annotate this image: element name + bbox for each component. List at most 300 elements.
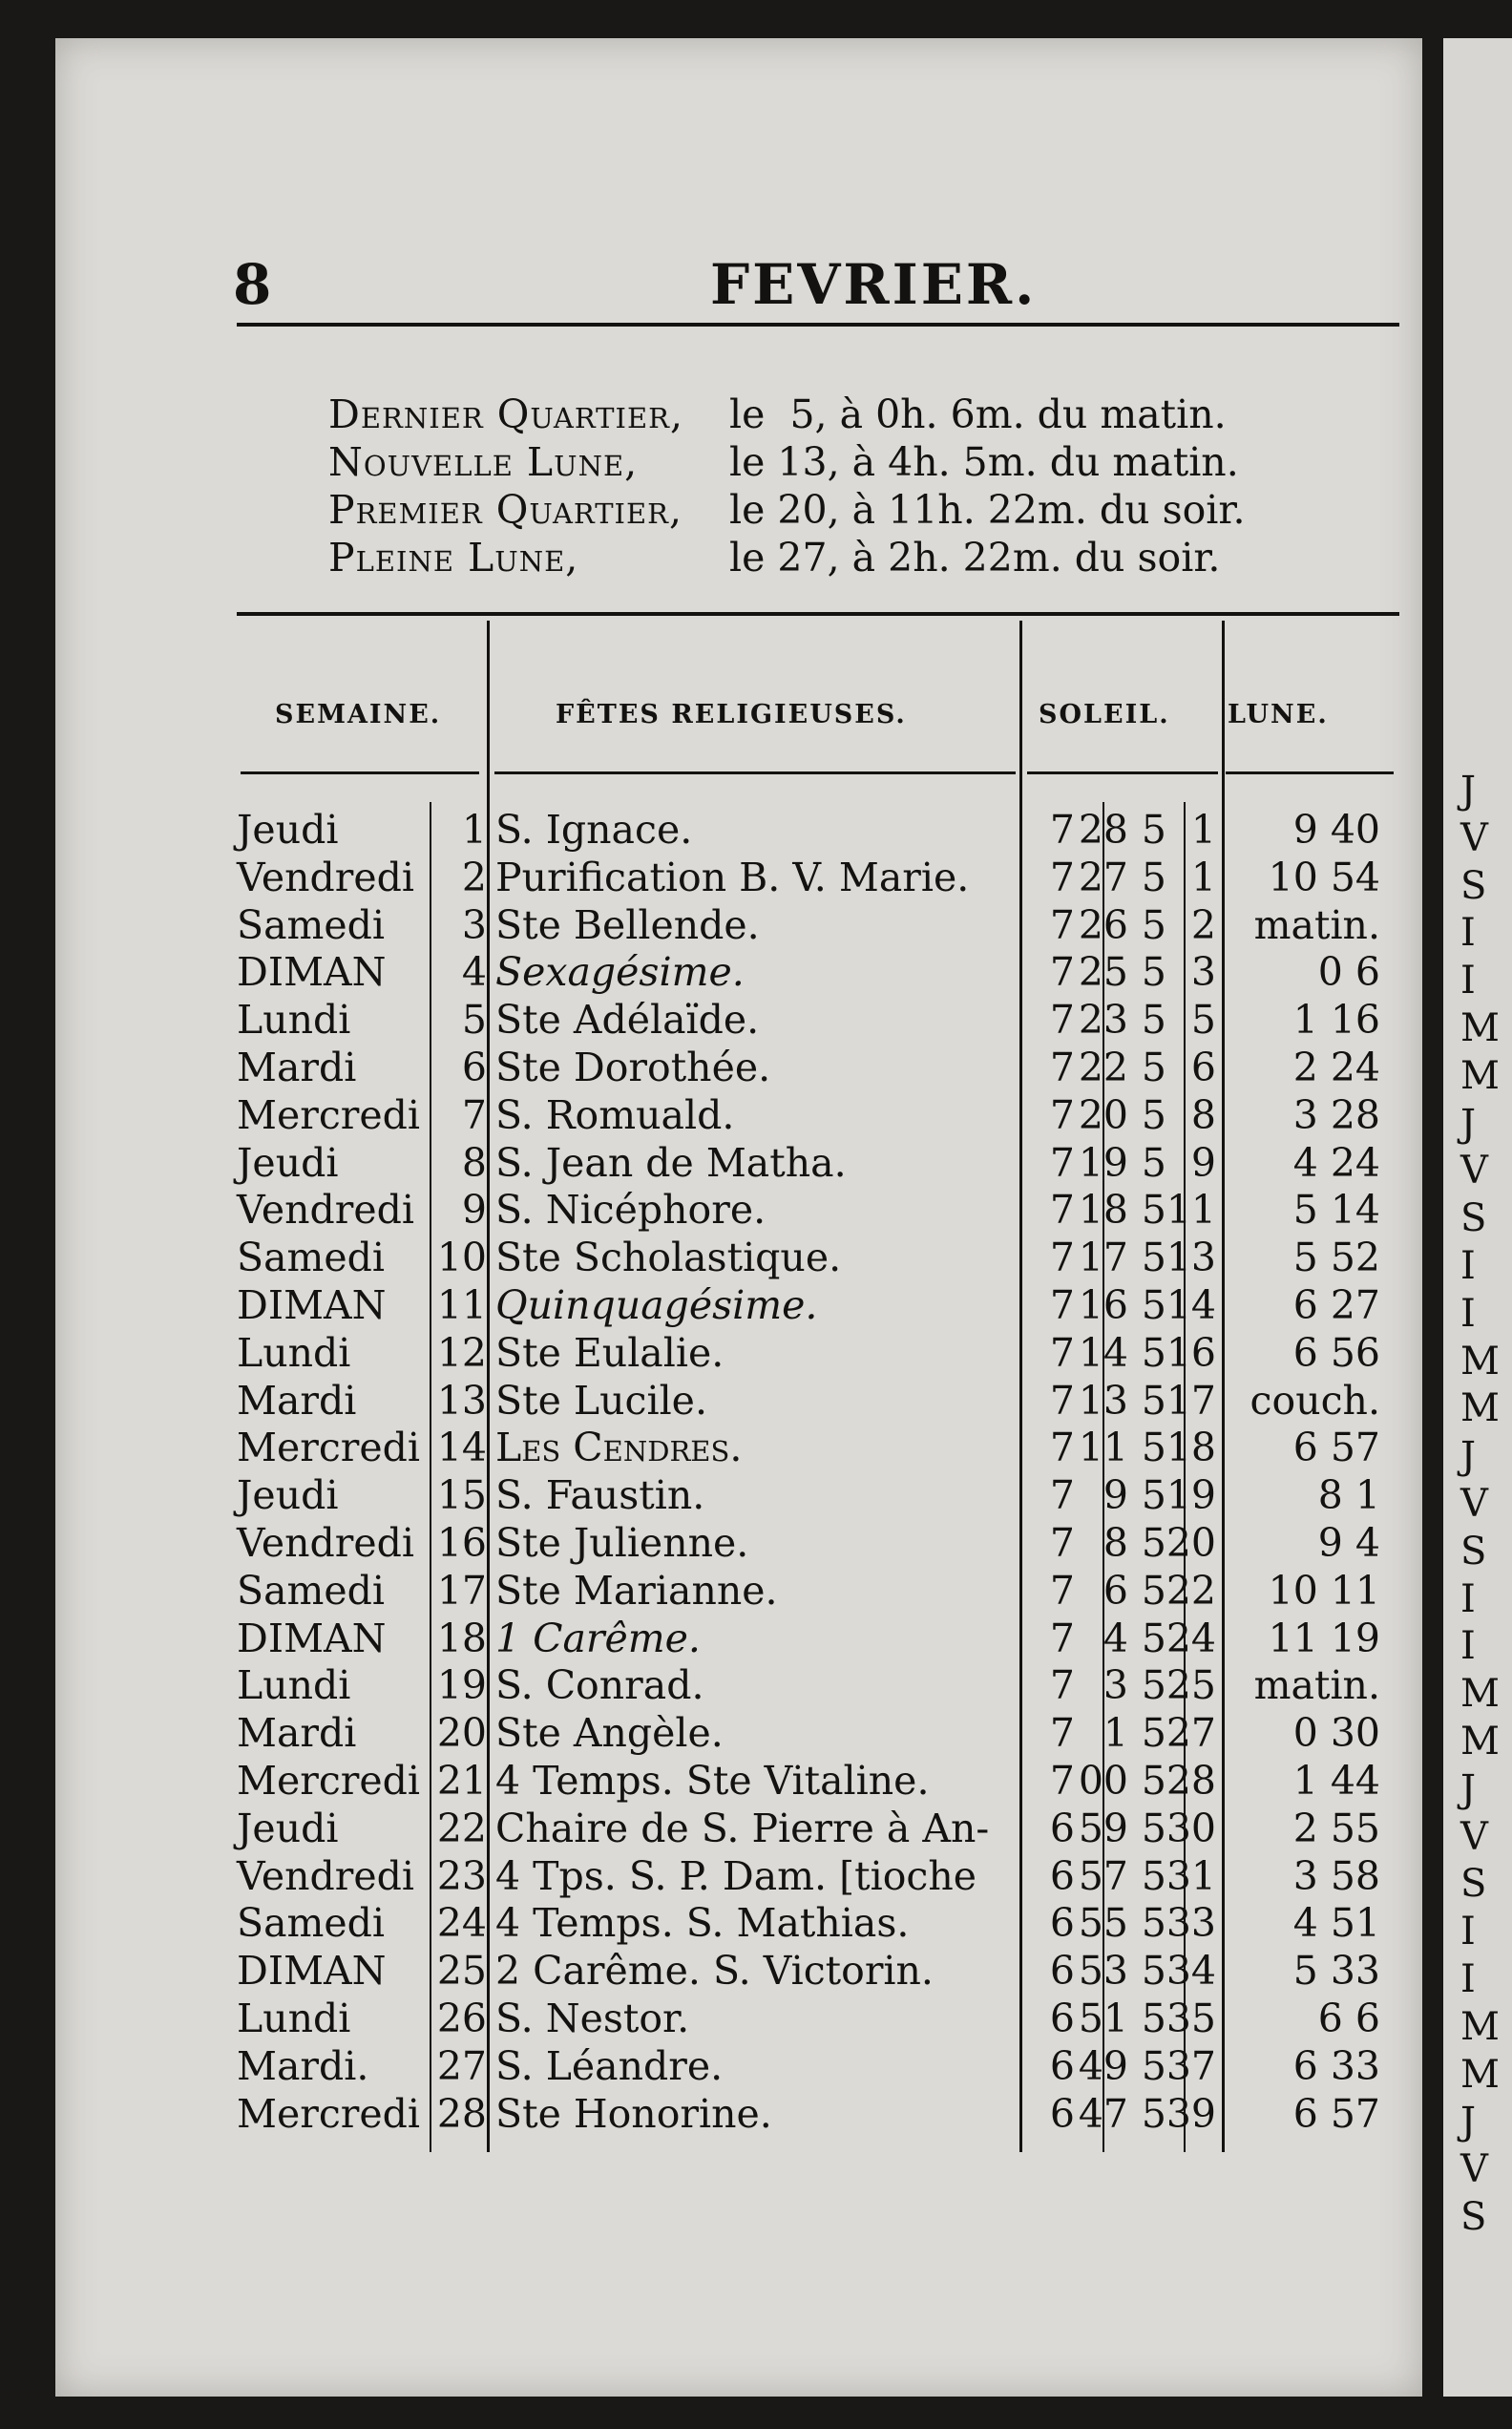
date-cell: 19 <box>436 1662 487 1709</box>
sunrise-minute-cell: 11 <box>1078 1425 1128 1471</box>
moon-cell: 2 55 <box>1292 1805 1380 1851</box>
calendar-row <box>55 1378 1422 1426</box>
calendar-row <box>55 1472 1422 1520</box>
calendar-row <box>55 1092 1422 1140</box>
sunset-hour-cell: 5 <box>1141 1567 1166 1614</box>
day-cell: DIMAN <box>237 1948 387 1995</box>
date-cell: 25 <box>436 1948 487 1995</box>
calendar-row <box>55 2043 1422 2091</box>
moon-cell: 5 14 <box>1292 1187 1380 1234</box>
date-cell: 13 <box>436 1377 487 1424</box>
sunrise-minute-cell: 1 <box>1102 1710 1128 1757</box>
feast-cell: Ste Bellende. <box>495 901 760 948</box>
sunset-minute-cell: 5 <box>1190 997 1216 1044</box>
date-cell: 14 <box>436 1425 487 1471</box>
calendar-row <box>55 1948 1422 1996</box>
moon-phase-detail: le 5, à 0h. 6m. du matin. <box>729 391 1227 437</box>
sunset-hour-cell: 5 <box>1141 2042 1166 2089</box>
sunset-minute-cell: 6 <box>1190 1044 1216 1090</box>
day-cell: Jeudi <box>237 1472 339 1519</box>
facing-page-letter: M <box>1460 1386 1500 1431</box>
feast-cell: Ste Scholastique. <box>495 1235 842 1281</box>
sunrise-hour-cell: 6 <box>1049 2042 1075 2089</box>
sunset-hour-cell: 5 <box>1141 1757 1166 1804</box>
facing-page-letter: I <box>1460 911 1476 956</box>
facing-page-letter: V <box>1460 815 1488 860</box>
moon-cell: 9 4 <box>1317 1519 1380 1566</box>
sunrise-minute-cell: 00 <box>1078 1757 1128 1804</box>
date-cell: 4 <box>461 949 487 996</box>
facing-page-letter: M <box>1460 1053 1500 1098</box>
sunset-hour-cell: 5 <box>1141 1995 1166 2041</box>
day-cell: Mardi <box>237 1377 357 1424</box>
feast-cell: Ste Marianne. <box>495 1567 778 1614</box>
calendar-row <box>55 1853 1422 1901</box>
sunset-minute-cell: 39 <box>1166 2090 1216 2137</box>
sunrise-minute-cell: 3 <box>1102 1662 1128 1709</box>
calendar-row <box>55 855 1422 902</box>
moon-cell: 6 27 <box>1292 1281 1380 1328</box>
day-cell: Lundi <box>237 1662 351 1709</box>
sunset-minute-cell: 16 <box>1166 1329 1216 1376</box>
date-cell: 5 <box>461 997 487 1044</box>
sunset-hour-cell: 5 <box>1141 1187 1166 1234</box>
sunset-hour-cell: 5 <box>1141 1377 1166 1424</box>
facing-page-letter: I <box>1460 959 1476 1003</box>
sunrise-hour-cell: 6 <box>1049 1852 1075 1899</box>
sunset-hour-cell: 5 <box>1141 854 1166 900</box>
sunset-minute-cell: 30 <box>1166 1805 1216 1851</box>
day-cell: DIMAN <box>237 1281 387 1328</box>
date-cell: 27 <box>436 2042 487 2089</box>
moon-phase-name: Premier Quartier, <box>328 487 683 533</box>
calendar-row <box>55 1568 1422 1616</box>
day-cell: Mercredi <box>237 2090 421 2137</box>
moon-cell: couch. <box>1250 1377 1380 1424</box>
feast-cell: 2 Carême. S. Victorin. <box>495 1948 934 1995</box>
feast-cell: Les Cendres. <box>495 1425 743 1471</box>
sunrise-hour-cell: 7 <box>1049 1187 1075 1234</box>
header-bottom-rule <box>241 771 479 774</box>
sunrise-hour-cell: 7 <box>1049 1329 1075 1376</box>
sunrise-hour-cell: 7 <box>1049 1757 1075 1804</box>
sunset-minute-cell: 28 <box>1166 1757 1216 1804</box>
header-bottom-rule <box>1226 771 1394 774</box>
facing-page-letter: I <box>1460 1244 1476 1288</box>
calendar-row <box>55 1900 1422 1948</box>
moon-phase-row <box>328 487 1378 535</box>
sunrise-minute-cell: 17 <box>1078 1235 1128 1281</box>
moon-cell: 0 6 <box>1317 949 1380 996</box>
calendar-row <box>55 1140 1422 1188</box>
feast-cell: Ste Julienne. <box>495 1519 749 1566</box>
feast-cell: Quinquagésime. <box>495 1281 818 1328</box>
sunset-minute-cell: 20 <box>1166 1519 1216 1566</box>
calendar-row <box>55 902 1422 950</box>
sunset-hour-cell: 5 <box>1141 1425 1166 1471</box>
moon-cell: matin. <box>1253 1662 1380 1709</box>
facing-page-letter: V <box>1460 2147 1488 2192</box>
almanac-page <box>55 38 1422 2397</box>
moon-cell: 9 40 <box>1292 807 1380 853</box>
sunrise-hour-cell: 7 <box>1049 997 1075 1044</box>
date-cell: 1 <box>461 807 487 853</box>
sunrise-hour-cell: 7 <box>1049 854 1075 900</box>
facing-page-letter: V <box>1460 1149 1488 1193</box>
date-cell: 10 <box>436 1235 487 1281</box>
feast-cell: Ste Adélaïde. <box>495 997 760 1044</box>
sunset-hour-cell: 5 <box>1141 1091 1166 1138</box>
date-cell: 15 <box>436 1472 487 1519</box>
date-cell: 23 <box>436 1852 487 1899</box>
sunset-minute-cell: 25 <box>1166 1662 1216 1709</box>
sunrise-minute-cell: 22 <box>1078 1044 1128 1090</box>
calendar-row <box>55 1520 1422 1568</box>
header-top-rule <box>237 612 1399 616</box>
day-cell: Mercredi <box>237 1757 421 1804</box>
sunset-minute-cell: 11 <box>1166 1187 1216 1234</box>
sunset-hour-cell: 5 <box>1141 1805 1166 1851</box>
date-cell: 6 <box>461 1044 487 1090</box>
moon-phase-detail: le 27, à 2h. 22m. du soir. <box>729 535 1221 581</box>
title-rule <box>237 323 1399 327</box>
moon-phase-name: Dernier Quartier, <box>328 391 684 437</box>
day-cell: Samedi <box>237 901 386 948</box>
sunset-hour-cell: 5 <box>1141 997 1166 1044</box>
date-cell: 7 <box>461 1091 487 1138</box>
sunset-minute-cell: 37 <box>1166 2042 1216 2089</box>
feast-cell: S. Conrad. <box>495 1662 704 1709</box>
sunrise-minute-cell: 16 <box>1078 1281 1128 1328</box>
moon-cell: 6 33 <box>1292 2042 1380 2089</box>
sunset-minute-cell: 17 <box>1166 1377 1216 1424</box>
moon-phase-row <box>328 391 1378 439</box>
moon-cell: 8 1 <box>1317 1472 1380 1519</box>
moon-cell: 6 6 <box>1317 1995 1380 2041</box>
feast-cell: S. Jean de Matha. <box>495 1139 847 1186</box>
sunrise-hour-cell: 6 <box>1049 1995 1075 2041</box>
sunrise-hour-cell: 7 <box>1049 1377 1075 1424</box>
facing-page-letter: M <box>1460 1339 1500 1383</box>
moon-phase-detail: le 13, à 4h. 5m. du matin. <box>729 439 1239 485</box>
feast-cell: 4 Tps. S. P. Dam. [tioche <box>495 1852 977 1899</box>
date-cell: 11 <box>436 1281 487 1328</box>
moon-cell: 3 58 <box>1292 1852 1380 1899</box>
sunrise-minute-cell: 59 <box>1078 1805 1128 1851</box>
day-cell: Mercredi <box>237 1425 421 1471</box>
sunset-minute-cell: 8 <box>1190 1091 1216 1138</box>
feast-cell: S. Nicéphore. <box>495 1187 766 1234</box>
facing-page-letter: M <box>1460 1720 1500 1764</box>
sunset-minute-cell: 9 <box>1190 1139 1216 1186</box>
date-cell: 8 <box>461 1139 487 1186</box>
sunset-minute-cell: 35 <box>1166 1995 1216 2041</box>
sunset-hour-cell: 5 <box>1141 1235 1166 1281</box>
date-cell: 18 <box>436 1615 487 1661</box>
day-cell: Samedi <box>237 1567 386 1614</box>
date-cell: 26 <box>436 1995 487 2041</box>
sunrise-hour-cell: 6 <box>1049 2090 1075 2137</box>
facing-page-letter: V <box>1460 1482 1488 1526</box>
feast-cell: S. Ignace. <box>495 807 693 853</box>
page-number: 8 <box>233 252 272 317</box>
date-cell: 20 <box>436 1710 487 1757</box>
feast-cell: Ste Lucile. <box>495 1377 707 1424</box>
sunset-hour-cell: 5 <box>1141 1900 1166 1947</box>
sunrise-minute-cell: 57 <box>1078 1852 1128 1899</box>
sunrise-hour-cell: 7 <box>1049 1281 1075 1328</box>
sunset-minute-cell: 13 <box>1166 1235 1216 1281</box>
feast-cell: Chaire de S. Pierre à An- <box>495 1805 990 1851</box>
sunrise-hour-cell: 7 <box>1049 901 1075 948</box>
sunset-hour-cell: 5 <box>1141 1329 1166 1376</box>
moon-cell: 2 24 <box>1292 1044 1380 1090</box>
date-cell: 17 <box>436 1567 487 1614</box>
sunrise-minute-cell: 18 <box>1078 1187 1128 1234</box>
sunrise-hour-cell: 6 <box>1049 1805 1075 1851</box>
feast-cell: Ste Dorothée. <box>495 1044 771 1090</box>
sunrise-minute-cell: 20 <box>1078 1091 1128 1138</box>
sunset-hour-cell: 5 <box>1141 2090 1166 2137</box>
facing-page-letter: I <box>1460 1576 1476 1621</box>
feast-cell: S. Léandre. <box>495 2042 724 2089</box>
facing-page-letter: V <box>1460 1814 1488 1859</box>
sunrise-minute-cell: 19 <box>1078 1139 1128 1186</box>
sunset-minute-cell: 22 <box>1166 1567 1216 1614</box>
day-cell: Jeudi <box>237 807 339 853</box>
facing-page-letter: M <box>1460 2052 1500 2097</box>
calendar-table <box>55 807 1422 2138</box>
calendar-row <box>55 1758 1422 1806</box>
feast-cell: S. Nestor. <box>495 1995 690 2041</box>
sunrise-hour-cell: 7 <box>1049 949 1075 996</box>
sunset-hour-cell: 5 <box>1141 807 1166 853</box>
header-bottom-rule <box>1027 771 1218 774</box>
sunset-hour-cell: 5 <box>1141 1948 1166 1995</box>
sunrise-hour-cell: 7 <box>1049 1425 1075 1471</box>
sunrise-minute-cell: 14 <box>1078 1329 1128 1376</box>
sunset-minute-cell: 33 <box>1166 1900 1216 1947</box>
day-cell: DIMAN <box>237 949 387 996</box>
sunrise-minute-cell: 23 <box>1078 997 1128 1044</box>
sunset-minute-cell: 24 <box>1166 1615 1216 1661</box>
moon-phase-row <box>328 535 1378 582</box>
date-cell: 21 <box>436 1757 487 1804</box>
facing-page-letter: S <box>1460 1196 1487 1241</box>
date-cell: 3 <box>461 901 487 948</box>
sunrise-hour-cell: 6 <box>1049 1900 1075 1947</box>
sunrise-hour-cell: 7 <box>1049 1567 1075 1614</box>
calendar-row <box>55 1330 1422 1378</box>
sunrise-minute-cell: 26 <box>1078 901 1128 948</box>
date-cell: 28 <box>436 2090 487 2137</box>
calendar-row <box>55 807 1422 855</box>
day-cell: Vendredi <box>237 1519 414 1566</box>
day-cell: Lundi <box>237 1995 351 2041</box>
feast-cell: 4 Temps. S. Mathias. <box>495 1900 910 1947</box>
calendar-row <box>55 949 1422 997</box>
moon-phase-name: Nouvelle Lune, <box>328 439 639 485</box>
calendar-row <box>55 1282 1422 1330</box>
day-cell: Mardi. <box>237 2042 369 2089</box>
sunrise-minute-cell: 25 <box>1078 949 1128 996</box>
sunset-hour-cell: 5 <box>1141 1139 1166 1186</box>
facing-page-letter: S <box>1460 1862 1487 1907</box>
day-cell: Mardi <box>237 1710 357 1757</box>
moon-cell: matin. <box>1253 901 1380 948</box>
sunset-minute-cell: 2 <box>1190 901 1216 948</box>
calendar-row <box>55 1996 1422 2043</box>
sunrise-minute-cell: 27 <box>1078 854 1128 900</box>
moon-cell: 1 16 <box>1292 997 1380 1044</box>
sunset-hour-cell: 5 <box>1141 1044 1166 1090</box>
feast-cell: 4 Temps. Ste Vitaline. <box>495 1757 930 1804</box>
sunrise-hour-cell: 7 <box>1049 1139 1075 1186</box>
day-cell: Vendredi <box>237 854 414 900</box>
feast-cell: Ste Eulalie. <box>495 1329 724 1376</box>
sunrise-minute-cell: 28 <box>1078 807 1128 853</box>
header-lune: LUNE. <box>1228 700 1329 729</box>
sunrise-hour-cell: 7 <box>1049 1662 1075 1709</box>
header-fetes: FÊTES RELIGIEUSES. <box>556 700 907 729</box>
sunset-minute-cell: 34 <box>1166 1948 1216 1995</box>
feast-cell: Ste Angèle. <box>495 1710 724 1757</box>
header-semaine: SEMAINE. <box>275 700 442 729</box>
date-cell: 2 <box>461 854 487 900</box>
calendar-row <box>55 1187 1422 1235</box>
calendar-row <box>55 1616 1422 1663</box>
facing-page-letter: J <box>1460 1434 1477 1479</box>
sunset-hour-cell: 5 <box>1141 1519 1166 1566</box>
facing-page-letter: I <box>1460 1957 1476 2001</box>
sunrise-minute-cell: 53 <box>1078 1948 1128 1995</box>
calendar-row <box>55 1425 1422 1472</box>
facing-page-letter: M <box>1460 1672 1500 1717</box>
moon-cell: 6 57 <box>1292 2090 1380 2137</box>
calendar-row <box>55 997 1422 1045</box>
feast-cell: Ste Honorine. <box>495 2090 772 2137</box>
date-cell: 22 <box>436 1805 487 1851</box>
calendar-row <box>55 1235 1422 1282</box>
sunset-hour-cell: 5 <box>1141 1710 1166 1757</box>
sunset-hour-cell: 5 <box>1141 1852 1166 1899</box>
feast-cell: S. Faustin. <box>495 1472 705 1519</box>
facing-page-letter: I <box>1460 1910 1476 1954</box>
day-cell: Samedi <box>237 1900 386 1947</box>
sunset-minute-cell: 27 <box>1166 1710 1216 1757</box>
feast-cell: Purification B. V. Marie. <box>495 854 970 900</box>
moon-cell: 6 57 <box>1292 1425 1380 1471</box>
facing-page-letter: J <box>1460 1766 1477 1811</box>
moon-cell: 10 11 <box>1268 1567 1380 1614</box>
facing-page-letter: J <box>1460 769 1477 813</box>
day-cell: Lundi <box>237 1329 351 1376</box>
sunset-hour-cell: 5 <box>1141 1281 1166 1328</box>
sunrise-hour-cell: 7 <box>1049 1710 1075 1757</box>
moon-cell: 3 28 <box>1292 1091 1380 1138</box>
moon-cell: 0 30 <box>1292 1710 1380 1757</box>
facing-page-letter: J <box>1460 2100 1477 2144</box>
facing-page-letter: S <box>1460 1529 1487 1574</box>
sunset-minute-cell: 18 <box>1166 1425 1216 1471</box>
sunrise-hour-cell: 7 <box>1049 1519 1075 1566</box>
sunset-hour-cell: 5 <box>1141 949 1166 996</box>
header-soleil: SOLEIL. <box>1039 700 1170 729</box>
facing-page-letter: I <box>1460 1624 1476 1669</box>
moon-cell: 5 52 <box>1292 1235 1380 1281</box>
moon-cell: 4 24 <box>1292 1139 1380 1186</box>
sunrise-hour-cell: 7 <box>1049 1091 1075 1138</box>
sunrise-hour-cell: 6 <box>1049 1948 1075 1995</box>
day-cell: Vendredi <box>237 1852 414 1899</box>
moon-phase-detail: le 20, à 11h. 22m. du soir. <box>729 487 1246 533</box>
date-cell: 16 <box>436 1519 487 1566</box>
sunset-minute-cell: 1 <box>1190 854 1216 900</box>
sunrise-hour-cell: 7 <box>1049 1044 1075 1090</box>
day-cell: DIMAN <box>237 1615 387 1661</box>
moon-phase-name: Pleine Lune, <box>328 535 579 581</box>
sunrise-minute-cell: 51 <box>1078 1995 1128 2041</box>
day-cell: Mardi <box>237 1044 357 1090</box>
moon-cell: 1 44 <box>1292 1757 1380 1804</box>
sunset-minute-cell: 1 <box>1190 807 1216 853</box>
sunrise-hour-cell: 7 <box>1049 1235 1075 1281</box>
sunrise-minute-cell: 49 <box>1078 2042 1128 2089</box>
date-cell: 24 <box>436 1900 487 1947</box>
feast-cell: S. Romuald. <box>495 1091 735 1138</box>
date-cell: 9 <box>461 1187 487 1234</box>
sunrise-minute-cell: 13 <box>1078 1377 1128 1424</box>
sunrise-minute-cell: 9 <box>1102 1472 1128 1519</box>
sunset-hour-cell: 5 <box>1141 901 1166 948</box>
calendar-row <box>55 1710 1422 1758</box>
sunrise-minute-cell: 55 <box>1078 1900 1128 1947</box>
header-bottom-rule <box>494 771 1016 774</box>
sunset-minute-cell: 19 <box>1166 1472 1216 1519</box>
sunset-minute-cell: 31 <box>1166 1852 1216 1899</box>
day-cell: Mercredi <box>237 1091 421 1138</box>
sunset-hour-cell: 5 <box>1141 1615 1166 1661</box>
facing-page-letter: M <box>1460 1006 1500 1050</box>
moon-phases-block <box>328 391 1378 582</box>
month-title: FEVRIER. <box>710 252 1038 317</box>
facing-page-letter: J <box>1460 1101 1477 1146</box>
moon-cell: 6 56 <box>1292 1329 1380 1376</box>
sunset-hour-cell: 5 <box>1141 1472 1166 1519</box>
facing-page-letter: S <box>1460 2195 1487 2239</box>
calendar-row <box>55 1806 1422 1853</box>
sunset-minute-cell: 14 <box>1166 1281 1216 1328</box>
sunset-hour-cell: 5 <box>1141 1662 1166 1709</box>
day-cell: Jeudi <box>237 1139 339 1186</box>
day-cell: Samedi <box>237 1235 386 1281</box>
moon-phase-row <box>328 439 1378 487</box>
sunrise-minute-cell: 8 <box>1102 1519 1128 1566</box>
sunrise-hour-cell: 7 <box>1049 1615 1075 1661</box>
moon-cell: 11 19 <box>1268 1615 1380 1661</box>
calendar-row <box>55 1045 1422 1092</box>
sunrise-minute-cell: 6 <box>1102 1567 1128 1614</box>
moon-cell: 4 51 <box>1292 1900 1380 1947</box>
facing-page-letter: I <box>1460 1291 1476 1336</box>
moon-cell: 10 54 <box>1268 854 1380 900</box>
day-cell: Jeudi <box>237 1805 339 1851</box>
day-cell: Vendredi <box>237 1187 414 1234</box>
sunrise-hour-cell: 7 <box>1049 807 1075 853</box>
facing-page-letter: M <box>1460 2004 1500 2049</box>
sunset-minute-cell: 3 <box>1190 949 1216 996</box>
date-cell: 12 <box>436 1329 487 1376</box>
